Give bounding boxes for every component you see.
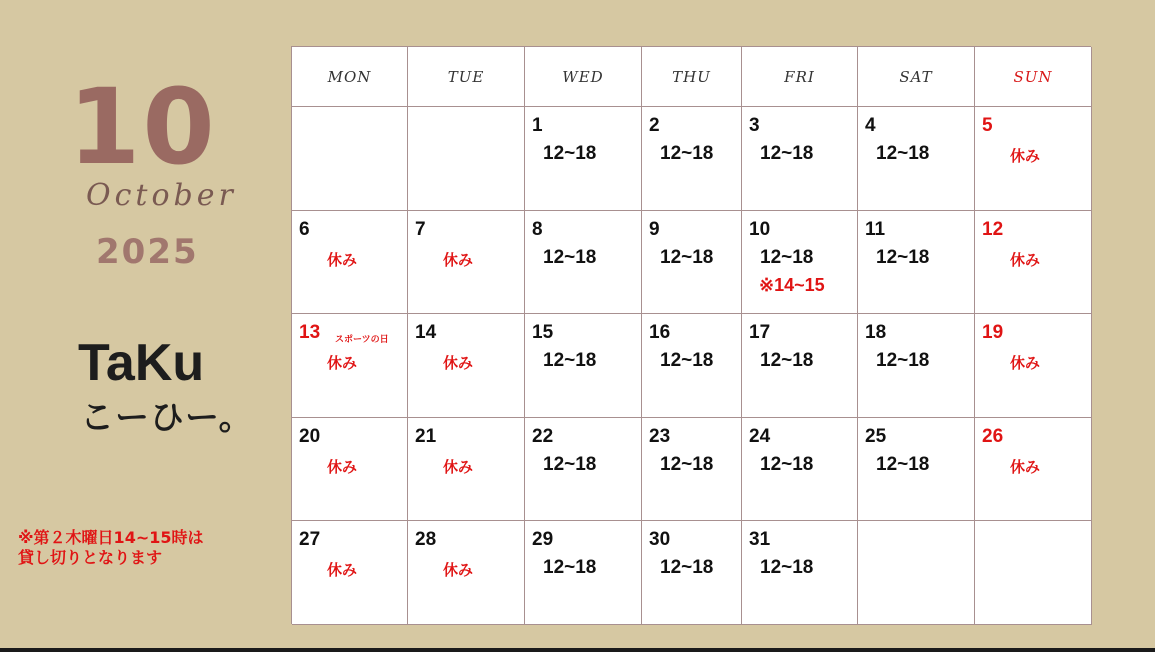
empty-day-cell xyxy=(408,107,525,211)
closed-label: 休み xyxy=(327,354,358,373)
month-number: 10 xyxy=(68,66,217,188)
opening-hours: 12~18 xyxy=(760,453,814,475)
holiday-name: スポーツの日 xyxy=(335,335,389,346)
opening-hours: 12~18 xyxy=(660,246,714,268)
day-cell-4 xyxy=(858,107,975,211)
day-number: 23 xyxy=(649,425,671,447)
closed-label: 休み xyxy=(327,457,358,476)
day-number: 13 xyxy=(299,322,321,344)
closed-label: 休み xyxy=(443,457,474,476)
day-number: 8 xyxy=(532,218,543,240)
opening-hours: 12~18 xyxy=(543,143,597,164)
day-cell-17 xyxy=(742,314,858,418)
closed-label: 休み xyxy=(327,250,358,269)
day-cell-30 xyxy=(642,521,742,625)
day-number: 17 xyxy=(749,322,771,344)
day-cell-15 xyxy=(525,314,642,418)
day-number: 1 xyxy=(532,115,543,136)
closed-label: 休み xyxy=(443,561,474,580)
day-cell-28 xyxy=(408,521,525,625)
opening-hours: 12~18 xyxy=(543,350,597,372)
opening-hours: 12~18 xyxy=(543,246,597,268)
day-number: 26 xyxy=(982,425,1004,447)
day-number: 29 xyxy=(532,529,554,551)
empty-day-cell xyxy=(292,107,408,211)
opening-hours: 12~18 xyxy=(760,557,814,579)
opening-hours: 12~18 xyxy=(543,453,597,475)
day-cell-27 xyxy=(292,521,408,625)
day-cell-3 xyxy=(742,107,858,211)
day-number: 6 xyxy=(299,218,310,240)
day-cell-23 xyxy=(642,418,742,522)
note-line-2: 貸し切りとなります xyxy=(18,548,163,567)
day-cell-10 xyxy=(742,211,858,315)
day-cell-20 xyxy=(292,418,408,522)
opening-hours: 12~18 xyxy=(876,350,930,372)
day-cell-9 xyxy=(642,211,742,315)
day-cell-7 xyxy=(408,211,525,315)
day-number: 31 xyxy=(749,529,771,551)
opening-hours: 12~18 xyxy=(660,557,714,579)
day-number: 5 xyxy=(982,115,993,136)
day-number: 3 xyxy=(749,115,760,136)
opening-hours: 12~18 xyxy=(543,557,597,579)
day-cell-1 xyxy=(525,107,642,211)
closed-label: 休み xyxy=(1010,147,1041,165)
day-cell-26 xyxy=(975,418,1092,522)
weekday-header-sat: SAT xyxy=(858,47,975,107)
day-number: 10 xyxy=(749,218,771,240)
day-cell-13 xyxy=(292,314,408,418)
day-number: 12 xyxy=(982,218,1004,240)
day-cell-12 xyxy=(975,211,1092,315)
opening-hours: 12~18 xyxy=(760,143,814,164)
weekday-header-tue: TUE xyxy=(408,47,525,107)
calendar-grid xyxy=(291,46,1091,624)
empty-day-cell xyxy=(975,521,1092,625)
brand-logo-subtitle: こーひー。 xyxy=(80,398,254,438)
opening-hours: 12~18 xyxy=(876,143,930,164)
closed-label: 休み xyxy=(1010,250,1041,269)
day-number: 30 xyxy=(649,529,671,551)
opening-hours: 12~18 xyxy=(660,453,714,475)
note-line-1: ※第２木曜日14~15時は xyxy=(18,528,204,547)
closed-label: 休み xyxy=(327,561,358,580)
day-number: 24 xyxy=(749,425,771,447)
day-cell-24 xyxy=(742,418,858,522)
weekday-header-sun: SUN xyxy=(975,47,1092,107)
day-number: 2 xyxy=(649,115,660,136)
day-cell-16 xyxy=(642,314,742,418)
day-cell-6 xyxy=(292,211,408,315)
day-number: 15 xyxy=(532,322,554,344)
day-number: 4 xyxy=(865,115,876,136)
bottom-divider xyxy=(0,648,1155,652)
day-cell-22 xyxy=(525,418,642,522)
day-cell-5 xyxy=(975,107,1092,211)
opening-hours: 12~18 xyxy=(876,246,930,268)
opening-hours: 12~18 xyxy=(760,246,814,268)
month-name: October xyxy=(86,178,237,213)
day-number: 21 xyxy=(415,425,437,447)
day-number: 22 xyxy=(532,425,554,447)
day-number: 7 xyxy=(415,218,426,240)
weekday-header-thu: THU xyxy=(642,47,742,107)
opening-hours: 12~18 xyxy=(876,453,930,475)
day-cell-18 xyxy=(858,314,975,418)
day-number: 25 xyxy=(865,425,887,447)
closed-label: 休み xyxy=(1010,457,1041,476)
closed-label: 休み xyxy=(1010,354,1041,373)
weekday-header-fri: FRI xyxy=(742,47,858,107)
day-number: 18 xyxy=(865,322,887,344)
day-cell-2 xyxy=(642,107,742,211)
left-panel xyxy=(0,0,290,652)
day-number: 19 xyxy=(982,322,1004,344)
day-number: 9 xyxy=(649,218,660,240)
day-number: 16 xyxy=(649,322,671,344)
private-time-label: ※14~15 xyxy=(759,274,825,295)
day-cell-8 xyxy=(525,211,642,315)
day-cell-21 xyxy=(408,418,525,522)
weekday-header-wed: WED xyxy=(525,47,642,107)
year: 2025 xyxy=(96,232,199,272)
day-number: 28 xyxy=(415,529,437,551)
closed-label: 休み xyxy=(443,354,474,373)
day-cell-11 xyxy=(858,211,975,315)
opening-hours: 12~18 xyxy=(660,350,714,372)
day-number: 14 xyxy=(415,322,437,344)
day-number: 20 xyxy=(299,425,321,447)
empty-day-cell xyxy=(858,521,975,625)
weekday-header-mon: MON xyxy=(292,47,408,107)
day-number: 11 xyxy=(865,218,886,240)
opening-hours: 12~18 xyxy=(660,143,714,164)
day-cell-25 xyxy=(858,418,975,522)
day-cell-29 xyxy=(525,521,642,625)
day-cell-31 xyxy=(742,521,858,625)
day-number: 27 xyxy=(299,529,321,551)
brand-logo-name: TaKu xyxy=(78,334,205,392)
closed-label: 休み xyxy=(443,250,474,269)
day-cell-14 xyxy=(408,314,525,418)
opening-hours: 12~18 xyxy=(760,350,814,372)
day-cell-19 xyxy=(975,314,1092,418)
private-booking-note xyxy=(18,528,288,568)
